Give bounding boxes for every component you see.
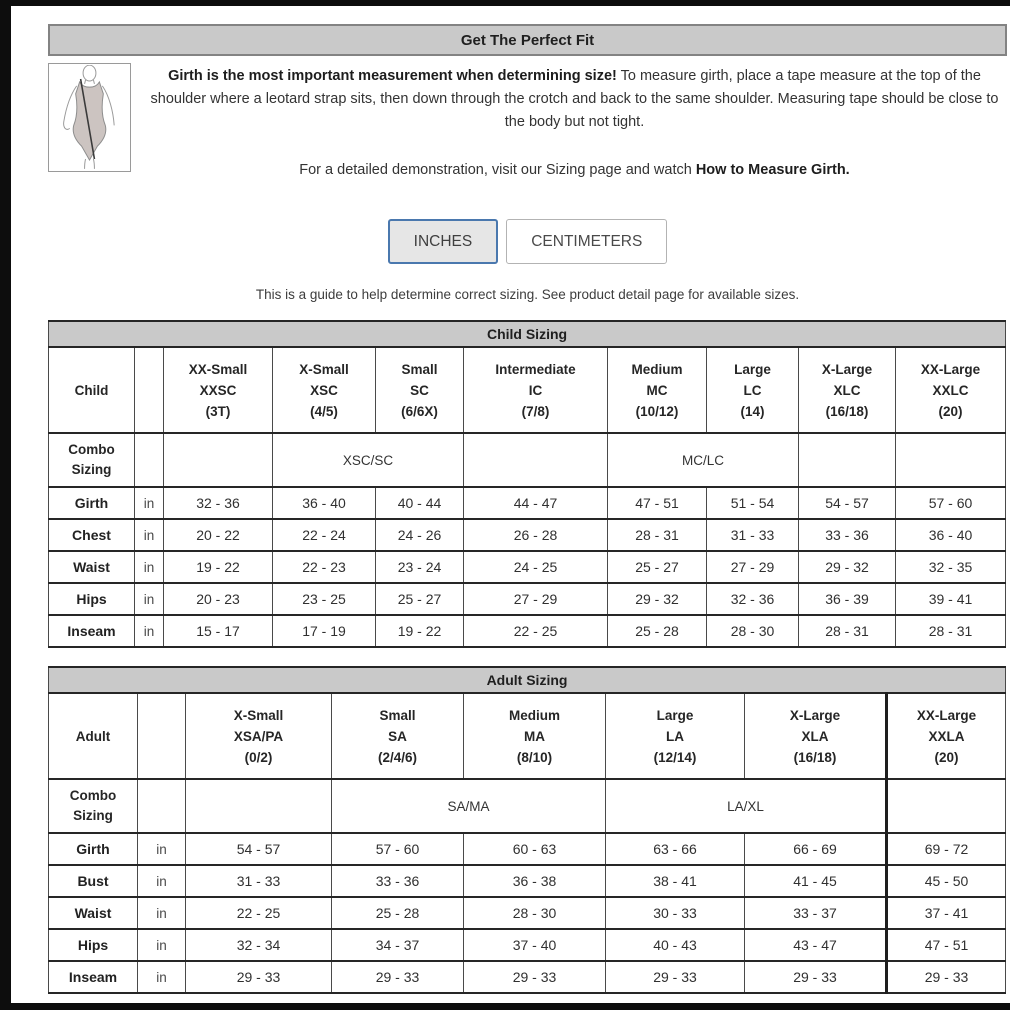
size-column-sizes: (12/14) — [653, 749, 697, 765]
child-header-row — [49, 347, 1006, 433]
measurement-row-bust — [49, 865, 1006, 897]
size-range-value: 37 - 40 — [464, 929, 606, 961]
girth-instructions — [142, 65, 1007, 134]
size-column-code: MC — [646, 382, 668, 398]
size-range-value: 32 - 36 — [164, 487, 273, 519]
measurement-label: Chest — [49, 519, 135, 551]
measurement-unit: in — [135, 519, 164, 551]
measurement-row-waist — [49, 551, 1006, 583]
measurement-unit: in — [135, 551, 164, 583]
size-range-value: 24 - 26 — [376, 519, 464, 551]
size-range-value: 17 - 19 — [273, 615, 376, 647]
size-column-sizes: (14) — [740, 403, 765, 419]
frame-left-edge — [0, 0, 11, 1010]
measurement-label: Inseam — [49, 615, 135, 647]
size-range-value: 25 - 27 — [608, 551, 707, 583]
size-column-name: X-Small — [299, 361, 349, 377]
size-column-sizes: (4/5) — [310, 403, 338, 419]
size-column-name: XX-Large — [916, 707, 977, 723]
size-column-code: SA — [388, 728, 407, 744]
measurement-unit: in — [138, 961, 186, 993]
frame-top-edge — [0, 0, 1010, 6]
size-range-value: 45 - 50 — [887, 865, 1006, 897]
size-column-sizes: (7/8) — [521, 403, 550, 419]
combo-value: XSC/SC — [273, 433, 464, 487]
size-range-value: 29 - 33 — [464, 961, 606, 993]
size-column-code: IC — [528, 382, 543, 398]
size-range-value: 31 - 33 — [707, 519, 799, 551]
size-range-value: 69 - 72 — [887, 833, 1006, 865]
size-column-sizes: (10/12) — [635, 403, 679, 419]
size-range-value: 32 - 35 — [896, 551, 1006, 583]
size-column-name: XX-Small — [188, 361, 248, 377]
combo-empty-cell — [799, 433, 896, 487]
child-table-body — [49, 321, 1006, 647]
size-column-header — [273, 347, 376, 433]
size-column-header — [186, 693, 332, 779]
size-column-sizes: (3T) — [205, 403, 231, 419]
size-range-value: 29 - 33 — [332, 961, 464, 993]
girth-instructions-body: To measure girth, place a tape measure at the top of the shoulder where a leotard strap sits, then down through the crotch and back to the same shoulder. Measuring tape should be close to the body but not tight. — [150, 68, 999, 130]
measurement-label: Hips — [49, 583, 135, 615]
combo-empty-cell — [896, 433, 1006, 487]
size-range-value: 47 - 51 — [887, 929, 1006, 961]
size-range-value: 31 - 33 — [186, 865, 332, 897]
size-column-name: X-Large — [789, 707, 841, 723]
size-range-value: 19 - 22 — [164, 551, 273, 583]
measurement-label: Girth — [49, 833, 138, 865]
size-column-header — [464, 693, 606, 779]
size-range-value: 63 - 66 — [606, 833, 745, 865]
measurement-unit: in — [138, 929, 186, 961]
size-range-value: 33 - 36 — [799, 519, 896, 551]
size-range-value: 29 - 33 — [745, 961, 887, 993]
measurement-row-hips — [49, 583, 1006, 615]
size-column-code: XXLC — [932, 382, 969, 398]
size-range-value: 25 - 28 — [332, 897, 464, 929]
centimeters-button[interactable]: CENTIMETERS — [506, 219, 667, 264]
size-column-header — [707, 347, 799, 433]
size-column-header — [606, 693, 745, 779]
combo-empty-cell — [464, 433, 608, 487]
guide-note: This is a guide to help determine correct sizing. See product detail page for available sizes. — [255, 287, 800, 302]
size-column-header — [164, 347, 273, 433]
size-range-value: 40 - 43 — [606, 929, 745, 961]
size-column-header — [376, 347, 464, 433]
measurement-unit: in — [135, 615, 164, 647]
measurement-label: Waist — [49, 897, 138, 929]
size-column-code: LC — [743, 382, 762, 398]
size-range-value: 37 - 41 — [887, 897, 1006, 929]
size-range-value: 36 - 40 — [273, 487, 376, 519]
measurement-label: Hips — [49, 929, 138, 961]
size-column-name: Intermediate — [495, 361, 576, 377]
size-range-value: 22 - 25 — [464, 615, 608, 647]
measurement-unit: in — [138, 865, 186, 897]
size-range-value: 60 - 63 — [464, 833, 606, 865]
size-column-sizes: (20) — [934, 749, 959, 765]
size-column-header — [896, 347, 1006, 433]
size-column-name: Small — [401, 361, 438, 377]
size-column-header — [887, 693, 1006, 779]
combo-value: MC/LC — [608, 433, 799, 487]
size-column-code: XSC — [310, 382, 338, 398]
measurement-unit: in — [135, 583, 164, 615]
page-title: Get The Perfect Fit — [48, 24, 1007, 56]
adult-header-row — [49, 693, 1006, 779]
measurement-unit: in — [138, 897, 186, 929]
size-column-name: X-Small — [233, 707, 284, 723]
size-range-value: 25 - 28 — [608, 615, 707, 647]
unit-column-header — [138, 693, 186, 779]
size-range-value: 57 - 60 — [332, 833, 464, 865]
intro-section — [48, 63, 1007, 182]
size-range-value: 22 - 23 — [273, 551, 376, 583]
size-range-value: 36 - 38 — [464, 865, 606, 897]
size-range-value: 32 - 34 — [186, 929, 332, 961]
size-column-sizes: (8/10) — [516, 749, 553, 765]
size-range-value: 32 - 36 — [707, 583, 799, 615]
combo-sizing-label: Combo Sizing — [49, 433, 135, 487]
measurement-label: Girth — [49, 487, 135, 519]
girth-instructions-lead: Girth is the most important measurement when determining size! — [168, 68, 617, 84]
size-column-header — [745, 693, 887, 779]
size-range-value: 28 - 31 — [608, 519, 707, 551]
combo-empty-cell — [164, 433, 273, 487]
size-range-value: 22 - 24 — [273, 519, 376, 551]
intro-text — [142, 63, 1007, 182]
child-sizing-table — [48, 320, 1006, 648]
size-range-value: 57 - 60 — [896, 487, 1006, 519]
size-range-value: 29 - 32 — [799, 551, 896, 583]
size-range-value: 29 - 33 — [887, 961, 1006, 993]
size-range-value: 40 - 44 — [376, 487, 464, 519]
size-range-value: 26 - 28 — [464, 519, 608, 551]
frame-bottom-edge — [0, 1003, 1010, 1010]
combo-sizing-label: Combo Sizing — [49, 779, 138, 833]
size-column-code: LA — [666, 728, 684, 744]
measurement-row-chest — [49, 519, 1006, 551]
size-range-value: 33 - 36 — [332, 865, 464, 897]
measurement-row-inseam — [49, 961, 1006, 993]
size-range-value: 19 - 22 — [376, 615, 464, 647]
adult-row-header: Adult — [49, 693, 138, 779]
size-column-code: XLA — [801, 728, 829, 744]
size-range-value: 23 - 25 — [273, 583, 376, 615]
size-range-value: 43 - 47 — [745, 929, 887, 961]
size-range-value: 20 - 23 — [164, 583, 273, 615]
child-table-title-row — [49, 321, 1006, 347]
measurement-row-girth — [49, 487, 1006, 519]
size-column-name: Large — [734, 361, 771, 377]
size-range-value: 28 - 30 — [707, 615, 799, 647]
size-column-code: MA — [524, 728, 545, 744]
adult-sizing-table — [48, 666, 1006, 994]
size-range-value: 29 - 32 — [608, 583, 707, 615]
child-row-header: Child — [49, 347, 135, 433]
adult-table-body — [49, 667, 1006, 993]
size-range-value: 20 - 22 — [164, 519, 273, 551]
size-range-value: 36 - 40 — [896, 519, 1006, 551]
size-range-value: 23 - 24 — [376, 551, 464, 583]
size-column-code: XXSC — [199, 382, 237, 398]
unit-toggle — [48, 219, 1007, 264]
combo-empty-cell — [887, 779, 1006, 833]
size-range-value: 27 - 29 — [464, 583, 608, 615]
leotard-figure-icon — [50, 65, 129, 170]
size-column-name: Medium — [631, 361, 683, 377]
size-range-value: 24 - 25 — [464, 551, 608, 583]
size-column-sizes: (16/18) — [825, 403, 869, 419]
size-range-value: 33 - 37 — [745, 897, 887, 929]
size-column-sizes: (6/6X) — [401, 403, 438, 419]
measurement-label: Waist — [49, 551, 135, 583]
size-column-sizes: (0/2) — [244, 749, 273, 765]
measurement-row-girth — [49, 833, 1006, 865]
size-range-value: 66 - 69 — [745, 833, 887, 865]
size-column-header — [608, 347, 707, 433]
size-range-value: 28 - 31 — [799, 615, 896, 647]
size-range-value: 22 - 25 — [186, 897, 332, 929]
inches-button[interactable]: INCHES — [388, 219, 499, 264]
size-column-sizes: (2/4/6) — [377, 749, 418, 765]
size-column-sizes: (20) — [938, 403, 963, 419]
size-column-header — [464, 347, 608, 433]
child-combo-row — [49, 433, 1006, 487]
combo-empty-cell — [138, 779, 186, 833]
size-column-name: X-Large — [821, 361, 873, 377]
size-range-value: 39 - 41 — [896, 583, 1006, 615]
size-range-value: 36 - 39 — [799, 583, 896, 615]
size-range-value: 51 - 54 — [707, 487, 799, 519]
size-column-name: Small — [379, 707, 416, 723]
measurement-row-hips — [49, 929, 1006, 961]
size-range-value: 28 - 30 — [464, 897, 606, 929]
size-column-sizes: (16/18) — [793, 749, 837, 765]
size-column-name: Medium — [508, 707, 560, 723]
size-column-code: SC — [410, 382, 429, 398]
measurement-label: Inseam — [49, 961, 138, 993]
size-range-value: 28 - 31 — [896, 615, 1006, 647]
size-range-value: 29 - 33 — [606, 961, 745, 993]
size-range-value: 34 - 37 — [332, 929, 464, 961]
size-range-value: 41 - 45 — [745, 865, 887, 897]
size-range-value: 27 - 29 — [707, 551, 799, 583]
adult-combo-row — [49, 779, 1006, 833]
measurement-unit: in — [135, 487, 164, 519]
measurement-unit: in — [138, 833, 186, 865]
size-range-value: 25 - 27 — [376, 583, 464, 615]
size-range-value: 54 - 57 — [799, 487, 896, 519]
size-column-code: XSA/PA — [233, 728, 284, 744]
demo-note-bold: How to Measure Girth. — [695, 162, 850, 178]
size-range-value: 54 - 57 — [186, 833, 332, 865]
unit-column-header — [135, 347, 164, 433]
combo-value: LA/XL — [606, 779, 887, 833]
sizing-guide-page — [11, 6, 1010, 994]
size-range-value: 29 - 33 — [186, 961, 332, 993]
measurement-row-inseam — [49, 615, 1006, 647]
size-column-header — [799, 347, 896, 433]
size-range-value: 47 - 51 — [608, 487, 707, 519]
size-column-code: XXLA — [928, 728, 965, 744]
girth-measurement-image — [48, 63, 131, 172]
measurement-label: Bust — [49, 865, 138, 897]
combo-value: SA/MA — [332, 779, 606, 833]
measurement-row-waist — [49, 897, 1006, 929]
size-column-name: XX-Large — [920, 361, 981, 377]
size-range-value: 30 - 33 — [606, 897, 745, 929]
demo-note — [142, 159, 1007, 182]
size-column-code: XLC — [833, 382, 861, 398]
size-column-name: Large — [656, 707, 694, 723]
combo-empty-cell — [186, 779, 332, 833]
child-table-title: Child Sizing — [49, 321, 1006, 347]
size-range-value: 15 - 17 — [164, 615, 273, 647]
adult-table-title: Adult Sizing — [49, 667, 1006, 693]
size-range-value: 44 - 47 — [464, 487, 608, 519]
combo-empty-cell — [135, 433, 164, 487]
demo-note-text: For a detailed demonstration, visit our Sizing page and watch — [299, 162, 696, 178]
adult-table-title-row — [49, 667, 1006, 693]
size-column-header — [332, 693, 464, 779]
size-range-value: 38 - 41 — [606, 865, 745, 897]
